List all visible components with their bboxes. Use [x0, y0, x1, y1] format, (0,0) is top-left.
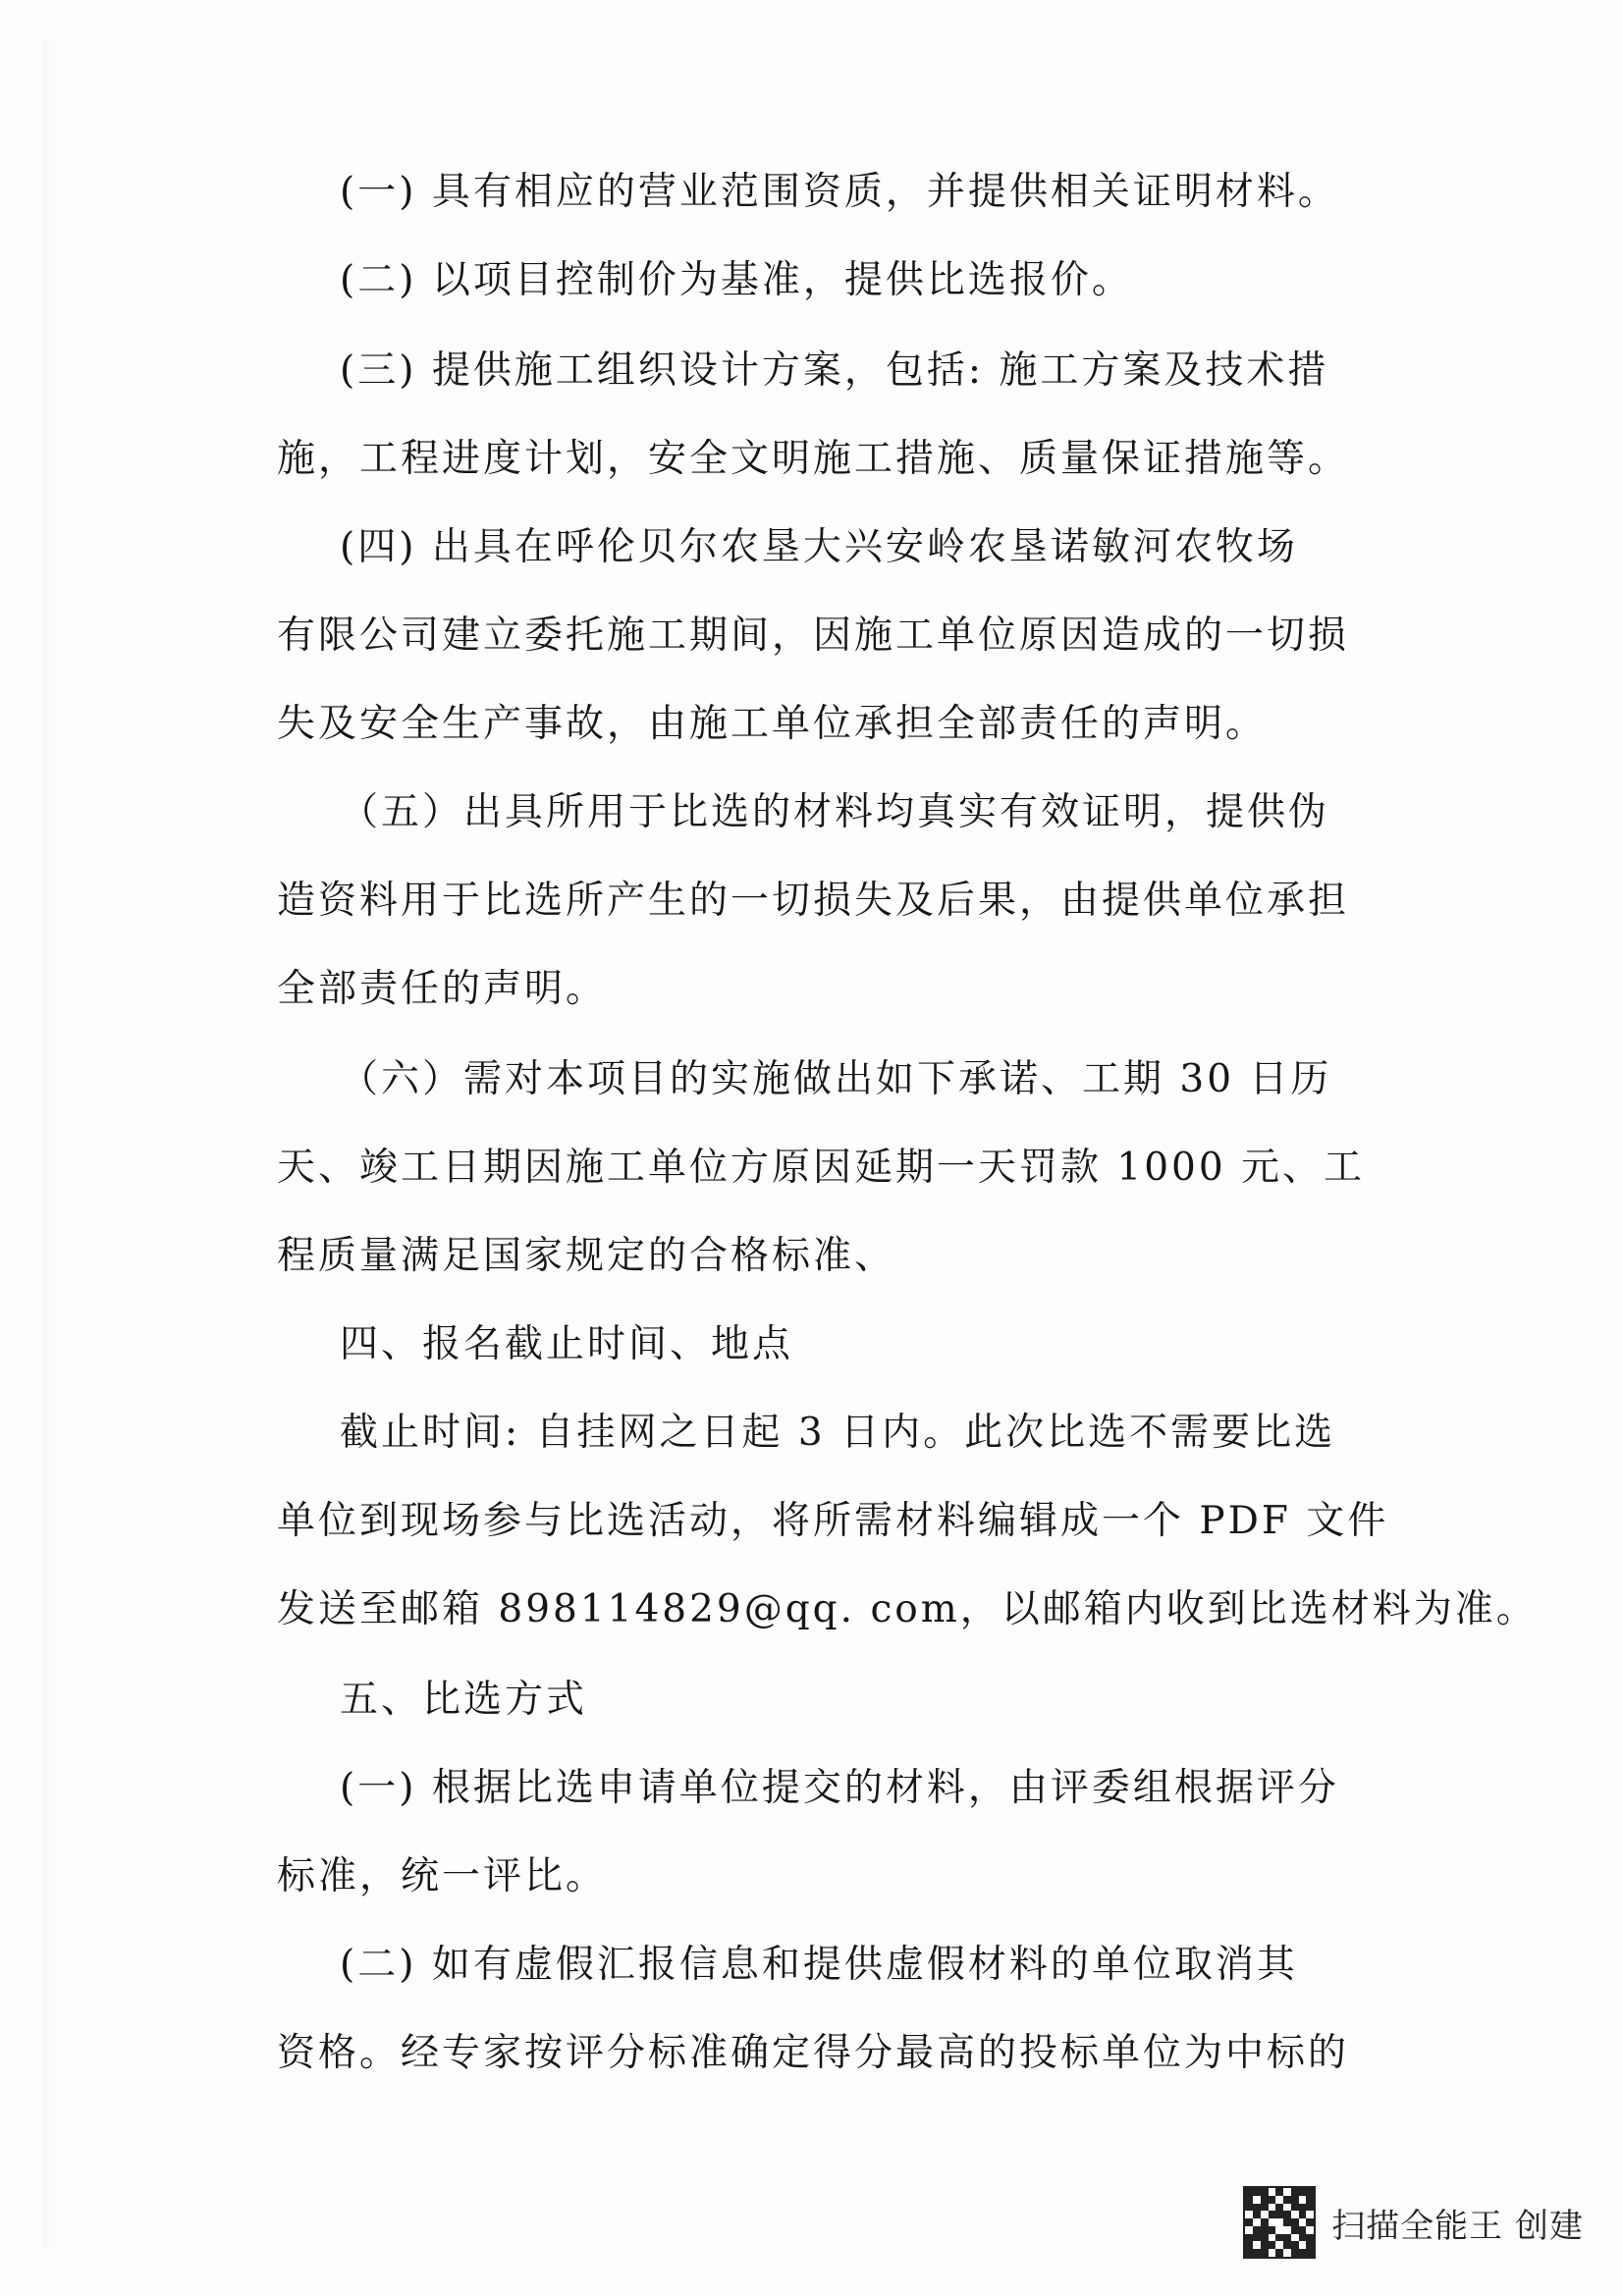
paragraph-line: 有限公司建立委托施工期间，因施工单位原因造成的一切损	[277, 614, 1350, 658]
qr-code-icon	[1243, 2186, 1316, 2259]
paragraph-line: (一) 具有相应的营业范围资质，并提供相关证明材料。	[340, 170, 1339, 214]
paragraph-line: 资格。经专家按评分标准确定得分最高的投标单位为中标的	[277, 2031, 1350, 2075]
paragraph-line: (二) 如有虚假汇报信息和提供虚假材料的单位取消其	[340, 1943, 1298, 1987]
paragraph-line: 失及安全生产事故，由施工单位承担全部责任的声明。	[277, 702, 1268, 746]
paragraph-line: 施，工程进度计划，安全文明施工措施、质量保证措施等。	[277, 437, 1350, 481]
paragraph-line: (三) 提供施工组织设计方案，包括: 施工方案及技术措	[340, 348, 1329, 393]
paragraph-line: （五）出具所用于比选的材料均真实有效证明，提供伪	[340, 790, 1330, 834]
paragraph-line: 标准，统一评比。	[277, 1854, 608, 1898]
scanner-label: 扫描全能王 创建	[1331, 2206, 1584, 2246]
paragraph-line: (四) 出具在呼伦贝尔农垦大兴安岭农垦诺敏河农牧场	[340, 525, 1298, 569]
paragraph-line: (二) 以项目控制价为基准，提供比选报价。	[340, 258, 1133, 302]
section-heading: 四、报名截止时间、地点	[340, 1322, 794, 1366]
paragraph-line: 发送至邮箱 898114829@qq. com，以邮箱内收到比选材料为准。	[277, 1587, 1538, 1631]
paragraph-line: 单位到现场参与比选活动，将所需材料编辑成一个 PDF 文件	[277, 1499, 1389, 1543]
paragraph-line: 天、竣工日期因施工单位方原因延期一天罚款 1000 元、工	[277, 1146, 1366, 1190]
paragraph-line: （六）需对本项目的实施做出如下承诺、工期 30 日历	[340, 1057, 1332, 1101]
scanner-watermark	[1243, 2186, 1584, 2259]
paragraph-line: (一) 根据比选申请单位提交的材料，由评委组根据评分	[340, 1766, 1339, 1810]
paragraph-line: 全部责任的声明。	[277, 967, 608, 1011]
paragraph-line: 截止时间: 自挂网之日起 3 日内。此次比选不需要比选	[340, 1411, 1336, 1455]
paragraph-line: 程质量满足国家规定的合格标准、	[277, 1234, 896, 1278]
scan-edge-shadow	[43, 39, 63, 2248]
section-heading: 五、比选方式	[340, 1678, 588, 1722]
paragraph-line: 造资料用于比选所产生的一切损失及后果，由提供单位承担	[277, 879, 1350, 923]
